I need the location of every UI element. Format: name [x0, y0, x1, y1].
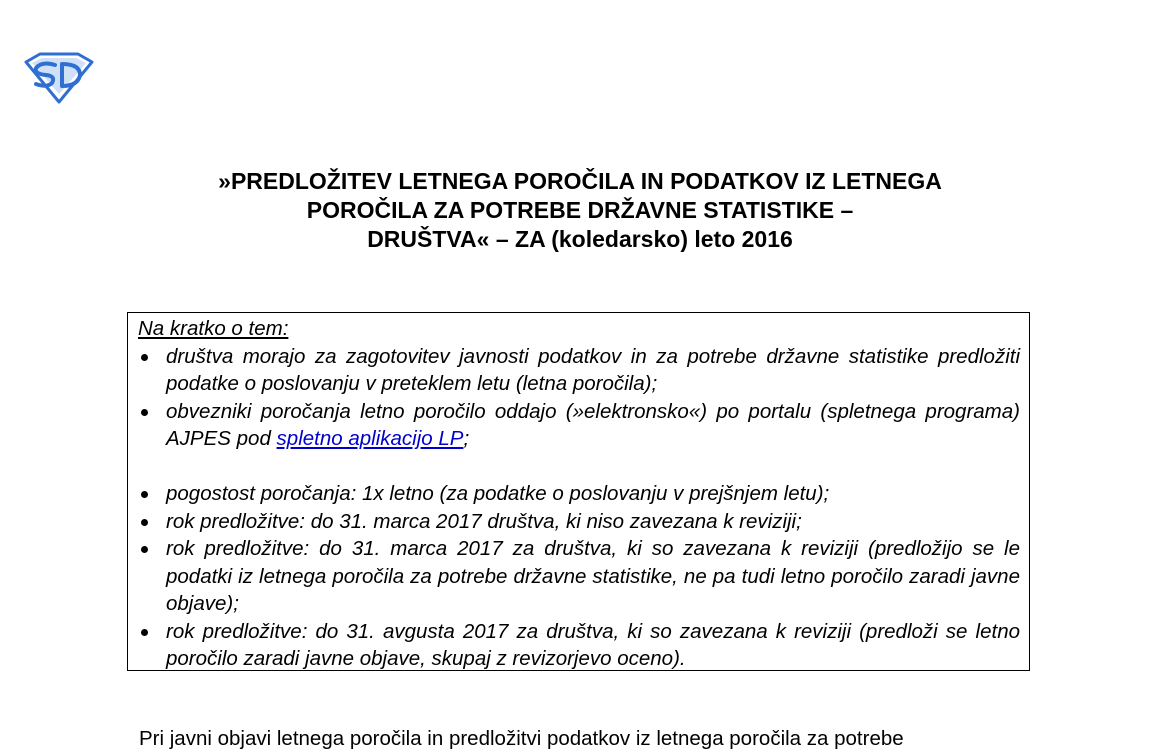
document-title: [100, 167, 1060, 254]
title-line-1: »PREDLOŽITEV LETNEGA POROČILA IN PODATKOV IZ LETNEGA: [218, 168, 942, 194]
summary-heading: Na kratko o tem:: [138, 317, 289, 340]
bullet-icon: [141, 546, 148, 553]
list-item: [138, 618, 1020, 673]
list-item: [138, 480, 1020, 508]
list-item-text: društva morajo za zagotovitev javnosti podatkov in za potrebe državne statistike predložiti podatke o poslovanju v preteklem letu (letna poročila);: [166, 344, 1020, 395]
summary-list: [138, 343, 1020, 673]
list-item-text: obvezniki poročanja letno poročilo oddajo (»elektronsko«) po portalu (spletnega programa) AJPES pod: [166, 399, 1020, 450]
title-line-3: DRUŠTVA« – ZA (koledarsko) leto 2016: [367, 226, 793, 252]
summary-box: [127, 312, 1030, 671]
bullet-icon: [141, 354, 148, 361]
list-item-text-end: ;: [463, 427, 470, 450]
bullet-icon: [141, 409, 148, 416]
list-item: [138, 398, 1020, 453]
list-item: [138, 535, 1020, 618]
bullet-icon: [141, 519, 148, 526]
bullet-icon: [141, 629, 148, 636]
bullet-icon: [141, 491, 148, 498]
list-item-text: rok predložitve: do 31. avgusta 2017 za društva, ki so zavezana k reviziji (predloži se letno poročilo zaradi javne objave, skupaj z revizorjevo oceno).: [166, 619, 1020, 670]
body-paragraph: Pri javni objavi letnega poročila in predložitvi podatkov iz letnega poročila za potrebe: [139, 727, 904, 750]
list-item: [138, 508, 1020, 536]
list-item-text: rok predložitve: do 31. marca 2017 društva, ki niso zavezana k reviziji;: [166, 509, 802, 533]
lp-application-link[interactable]: spletno aplikacijo LP: [276, 427, 464, 450]
list-item-text: rok predložitve: do 31. marca 2017 za društva, ki so zavezana k reviziji (predložijo se le podatki iz letnega poročila za potrebe državne statistike, ne pa tudi letno poročilo zaradi javne objave);: [166, 537, 1020, 615]
organization-logo-icon: [22, 52, 96, 104]
list-item-text: pogostost poročanja: 1x letno (za podatke o poslovanju v prejšnjem letu);: [166, 482, 830, 505]
title-line-2: POROČILA ZA POTREBE DRŽAVNE STATISTIKE –: [306, 197, 854, 223]
list-item: [138, 343, 1020, 398]
